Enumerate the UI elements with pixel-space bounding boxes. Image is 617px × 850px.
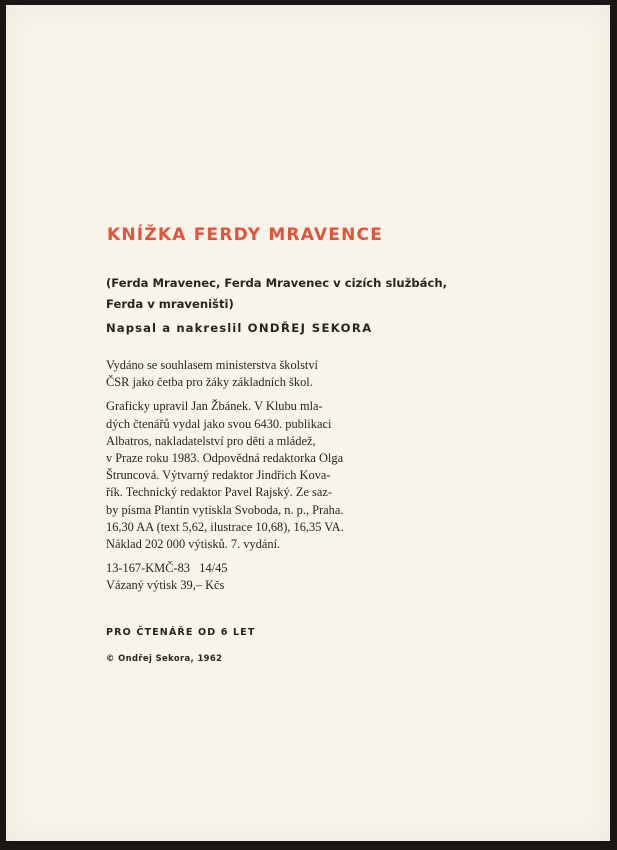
imprint-line: řík. Technický redaktor Pavel Rajský. Ze saz-: [106, 485, 332, 500]
author-prefix: Napsal a nakreslil: [106, 321, 243, 335]
imprint-line: Albatros, nakladatelství pro děti a mládež,: [106, 433, 316, 448]
subtitle-line: (Ferda Mravenec, Ferda Mravenec v cizích službách,: [106, 276, 447, 290]
imprint-block: [106, 357, 344, 602]
imprint-line: Náklad 202 000 výtisků. 7. vydání.: [106, 537, 281, 552]
imprint-line: 16,30 AA (text 5,62, ilustrace 10,68), 16,35 VA.: [106, 519, 344, 534]
imprint-line: dých čtenářů vydal jako svou 6430. publikaci: [106, 416, 332, 431]
subtitle-line: Ferda v mraveništi): [106, 297, 234, 311]
credits-paragraph: [106, 398, 344, 553]
approval-paragraph: [106, 357, 344, 391]
code-paragraph: [106, 560, 344, 594]
author-name: ONDŘEJ SEKORA: [247, 321, 373, 335]
imprint-line: v Praze roku 1983. Odpovědná redaktorka Olga: [106, 451, 344, 466]
author-credit: [106, 321, 373, 335]
imprint-line: Vydáno se souhlasem ministerstva školství: [106, 358, 319, 372]
book-title: KNÍŽKA FERDY MRAVENCE: [107, 225, 384, 245]
imprint-line: Vázaný výtisk 39,– Kčs: [106, 578, 225, 593]
imprint-line: Graficky upravil Jan Žbánek. V Klubu mla-: [106, 399, 323, 414]
imprint-line: 13-167-KMČ-83 14/45: [106, 561, 228, 576]
imprint-line: ČSR jako četba pro žáky základních škol.: [106, 375, 313, 390]
imprint-line: Štruncová. Výtvarný redaktor Jindřich Kova-: [106, 468, 331, 483]
copyright-notice: © Ondřej Sekora, 1962: [106, 653, 223, 663]
book-subtitle: [106, 273, 447, 315]
age-recommendation: PRO ČTENÁŘE OD 6 LET: [106, 627, 256, 638]
book-page: [6, 5, 610, 841]
imprint-line: by písma Plantin vytiskla Svoboda, n. p., Praha.: [106, 502, 344, 517]
